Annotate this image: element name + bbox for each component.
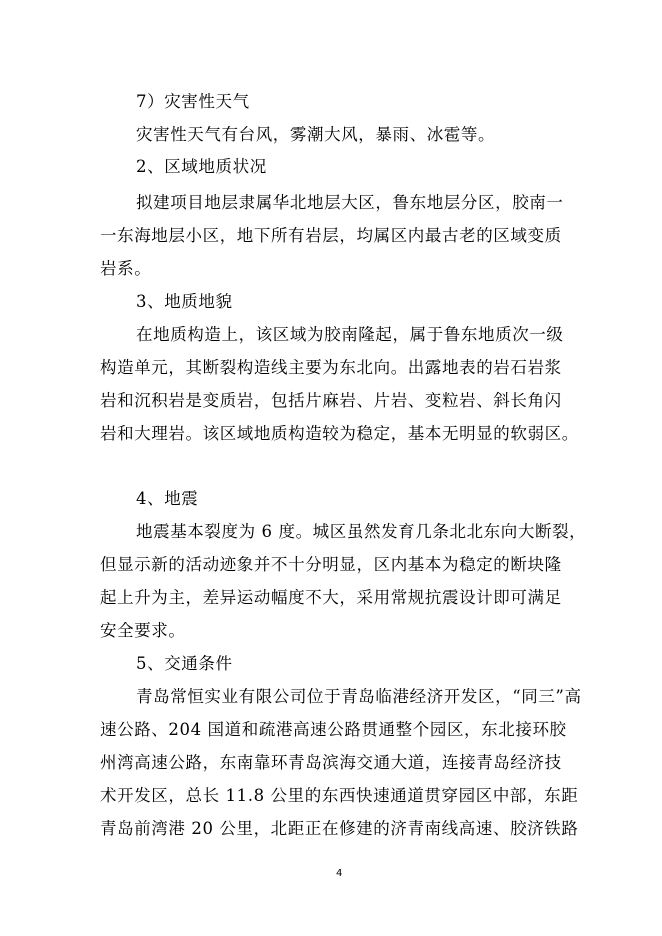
- paragraph-line: 但显示新的活动迹象并不十分明显，区内基本为稳定的断块隆: [100, 555, 562, 574]
- paragraph-line: 一东海地层小区，地下所有岩层，均属区内最古老的区域变质: [100, 226, 562, 245]
- heading-regional-geology: 2、区域地质状况: [136, 157, 267, 176]
- paragraph-line: 青岛前湾港 20 公里，北距正在修建的济青南线高速、胶济铁路: [100, 819, 579, 838]
- paragraph-line: 安全要求。: [100, 621, 186, 640]
- paragraph-line: 岩和大理岩。该区域地质构造较为稳定，基本无明显的软弱区。: [100, 424, 579, 443]
- paragraph-line: 地震基本裂度为 6 度。城区虽然发育几条北北东向大断裂，: [136, 522, 587, 541]
- paragraph-line: 构造单元，其断裂构造线主要为东北向。出露地表的岩石岩浆: [100, 358, 562, 377]
- paragraph-line: 速公路、204 国道和疏港高速公路贯通整个园区，东北接环胶: [100, 720, 567, 739]
- heading-transportation: 5、交通条件: [136, 654, 233, 673]
- paragraph-line: 术开发区，总长 11.8 公里的东西快速通道贯穿园区中部，东距: [100, 786, 579, 805]
- heading-geology-landform: 3、地质地貌: [136, 292, 233, 311]
- paragraph-line: 灾害性天气有台风，雾潮大风，暴雨、冰雹等。: [136, 125, 496, 144]
- heading-earthquake: 4、地震: [136, 489, 199, 508]
- paragraph-line: 在地质构造上，该区域为胶南隆起，属于鲁东地质次一级: [136, 325, 564, 344]
- page-number: 4: [336, 868, 343, 879]
- heading-disaster-weather: 7）灾害性天气: [136, 92, 250, 111]
- paragraph-line: 岩系。: [100, 259, 152, 278]
- paragraph-line: 青岛常恒实业有限公司位于青岛临港经济开发区，“同三”高: [136, 687, 582, 706]
- paragraph-line: 州湾高速公路，东南靠环青岛滨海交通大道，连接青岛经济技: [100, 753, 562, 772]
- paragraph-line: 岩和沉积岩是变质岩，包括片麻岩、片岩、变粒岩、斜长角闪: [100, 391, 562, 410]
- paragraph-line: 起上升为主，差异运动幅度不大，采用常规抗震设计即可满足: [100, 588, 562, 607]
- paragraph-line: 拟建项目地层隶属华北地层大区，鲁东地层分区，胶南一: [136, 193, 564, 212]
